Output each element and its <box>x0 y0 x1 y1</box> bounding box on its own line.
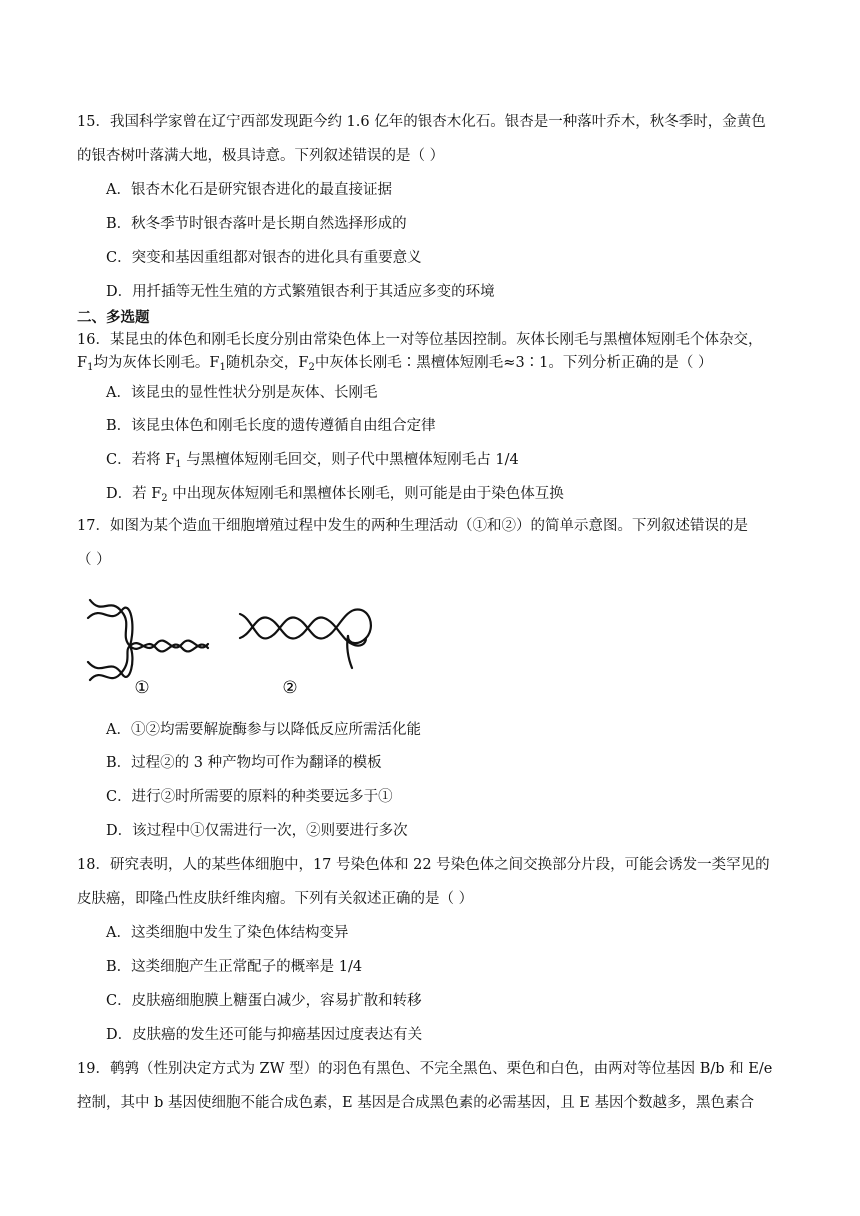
q17-stem-line1: 17．如图为某个造血干细胞增殖过程中发生的两种生理活动（①和②）的简单示意图。下列叙述错误的是 <box>77 518 748 534</box>
q17-option-d: D．该过程中①仅需进行一次，②则要进行多次 <box>106 823 408 839</box>
q18-option-c: C．皮肤癌细胞膜上糖蛋白减少，容易扩散和转移 <box>106 993 422 1009</box>
replication-fork-drawing <box>88 600 208 680</box>
q16-option-c: C．若将 $F_1$ 与黑檀体短刚毛回交，则子代中黑檀体短刚毛占 1/4 <box>106 452 519 470</box>
q17-option-a: A．①②均需要解旋酶参与以降低反应所需活化能 <box>106 722 421 738</box>
q17-option-b: B．过程②的 3 种产物均可作为翻译的模板 <box>106 755 382 771</box>
figure-label-2: ② <box>282 678 298 698</box>
q15-option-c: C．突变和基因重组都对银杏的进化具有重要意义 <box>106 250 422 266</box>
q17-stem-line2: （ ） <box>77 552 111 568</box>
q15-option-a: A．银杏木化石是研究银杏进化的最直接证据 <box>106 182 392 198</box>
q16-stem-line2: $F_1$均为灰体长刚毛。$F_1$随机杂交，$F_2$中灰体长刚毛∶黑檀体短刚毛≈3∶1。下列分析正确的是（ ） <box>77 355 713 373</box>
q19-stem-line2: 控制，其中 b 基因使细胞不能合成色素，E 基因是合成黑色素的必需基因，且 E 基因个数越多，黑色素合 <box>77 1095 754 1111</box>
q15-option-d: D．用扦插等无性生殖的方式繁殖银杏利于其适应多变的环境 <box>106 284 495 300</box>
q17-option-c: C．进行②时所需要的原料的种类要远多于① <box>106 789 393 805</box>
transcription-drawing <box>240 610 371 668</box>
q16-stem-line1: 16．某昆虫的体色和刚毛长度分别由常染色体上一对等位基因控制。灰体长刚毛与黑檀体短刚毛个体杂交， <box>77 332 763 348</box>
q15-stem-line2: 的银杏树叶落满大地，极具诗意。下列叙述错误的是（ ） <box>77 148 445 164</box>
figure-label-1: ① <box>134 678 150 698</box>
q16-option-b: B．该昆虫体色和刚毛长度的遗传遵循自由组合定律 <box>106 418 436 434</box>
q18-option-b: B．这类细胞产生正常配子的概率是 1/4 <box>106 959 363 975</box>
q16-option-d: D．若 $F_2$ 中出现灰体短刚毛和黑檀体长刚毛，则可能是由于染色体互换 <box>106 486 564 504</box>
dna-process-figure <box>80 588 380 700</box>
q18-stem-line2: 皮肤癌，即隆凸性皮肤纤维肉瘤。下列有关叙述正确的是（ ） <box>77 891 474 907</box>
q16-option-a: A．该昆虫的显性性状分别是灰体、长刚毛 <box>106 385 378 401</box>
q18-option-a: A．这类细胞中发生了染色体结构变异 <box>106 925 349 941</box>
q15-stem-line1: 15．我国科学家曾在辽宁西部发现距今约 1.6 亿年的银杏木化石。银杏是一种落叶乔木，秋冬季时，金黄色 <box>77 114 766 130</box>
q15-option-b: B．秋冬季节时银杏落叶是长期自然选择形成的 <box>106 216 407 232</box>
q19-stem-line1: 19．鹌鹑（性别决定方式为 ZW 型）的羽色有黑色、不完全黑色、栗色和白色，由两对等位基因 B/b 和 E/e <box>77 1061 773 1077</box>
section-heading-multiple-choice: 二、多选题 <box>77 310 150 326</box>
q18-option-d: D．皮肤癌的发生还可能与抑癌基因过度表达有关 <box>106 1027 423 1043</box>
q18-stem-line1: 18．研究表明，人的某些体细胞中，17 号染色体和 22 号染色体之间交换部分片段，可能会诱发一类罕见的 <box>77 857 770 873</box>
